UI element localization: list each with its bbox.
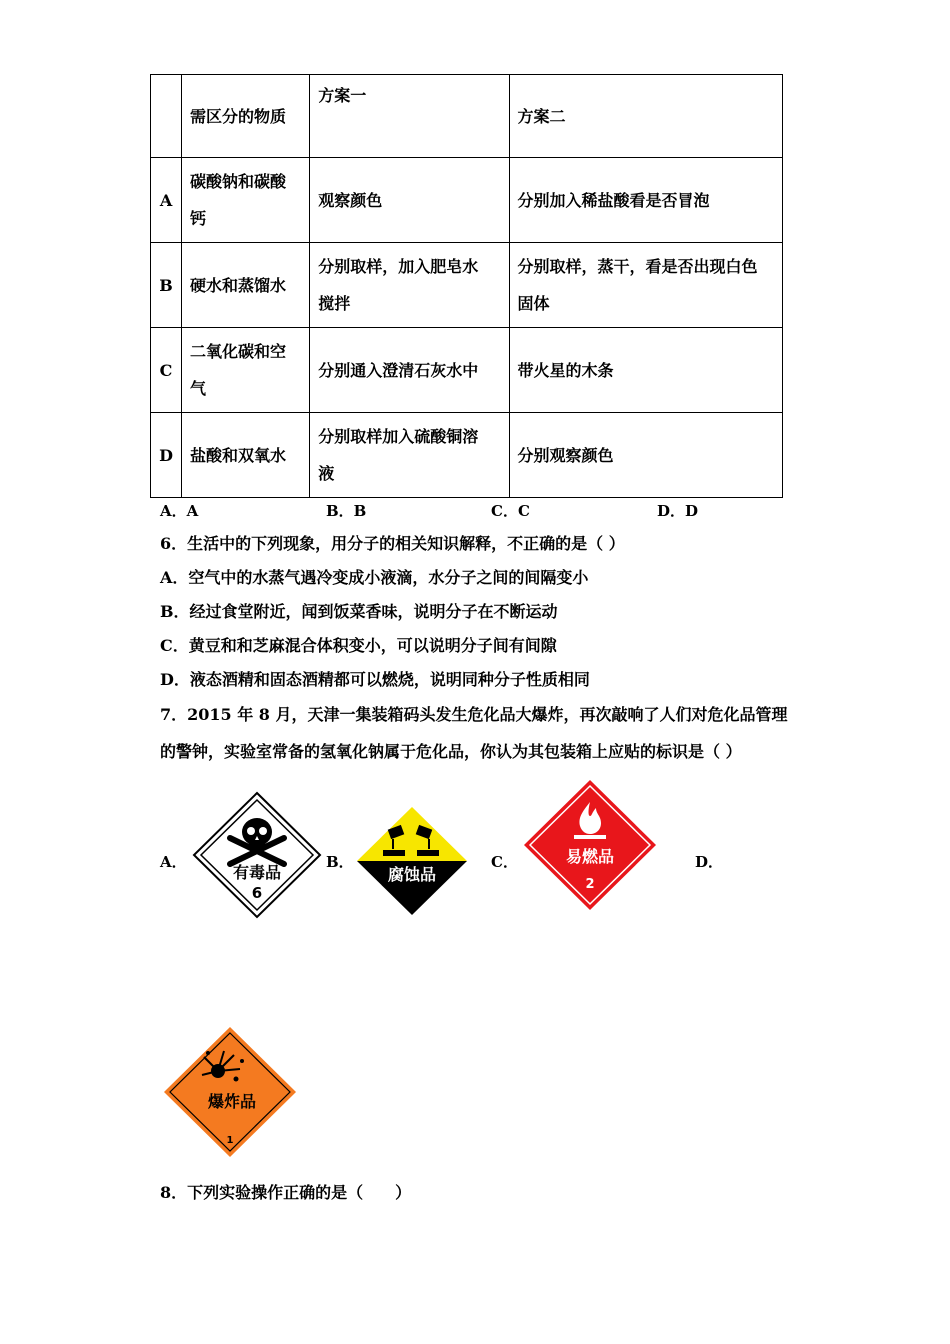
table-header-cell: 方案二 [509, 75, 782, 158]
table-cell: 盐酸和双氧水 [182, 413, 310, 498]
q6-option-d[interactable]: D．液态酒精和固态酒精都可以燃烧，说明同种分子性质相同 [160, 670, 590, 689]
table-row [151, 328, 783, 413]
row-letter: C [151, 328, 182, 413]
q7-stem-line-2: 的警钟，实验室常备的氢氧化钠属于危化品，你认为其包装箱上应贴的标识是（ ） [160, 742, 742, 761]
comparison-table [150, 74, 783, 498]
table-cell: 带火星的木条 [509, 328, 782, 413]
q6-stem: 6．生活中的下列现象，用分子的相关知识解释，不正确的是（ ） [160, 534, 625, 553]
table-cell: 分别取样，蒸干，看是否出现白色 固体 [509, 243, 782, 328]
q7-option-d[interactable]: D． [695, 853, 724, 871]
q5-option-c[interactable]: C．C [491, 502, 530, 520]
q5-option-b[interactable]: B．B [326, 502, 367, 520]
table-cell: 硬水和蒸馏水 [182, 243, 310, 328]
corrosive-label: 腐蚀品 [387, 865, 437, 884]
explosive-label: 爆炸品 [207, 1092, 257, 1111]
table-cell: 分别加入稀盐酸看是否冒泡 [509, 158, 782, 243]
flammable-number: 2 [585, 877, 595, 892]
table-row [151, 243, 783, 328]
row-letter: A [151, 158, 182, 243]
table-cell: 碳酸钠和碳酸 钙 [182, 158, 310, 243]
table-header-row [151, 75, 783, 158]
q6-option-a[interactable]: A．空气中的水蒸气遇冷变成小液滴，水分子之间的间隔变小 [160, 568, 589, 587]
toxic-label: 有毒品 [232, 863, 282, 882]
table-row [151, 158, 783, 243]
table-header-cell: 方案一 [310, 75, 509, 158]
q5-option-d[interactable]: D．D [657, 502, 699, 520]
table-header-cell [151, 75, 182, 158]
q6-option-b[interactable]: B．经过食堂附近，闻到饭菜香味，说明分子在不断运动 [160, 602, 558, 621]
q7-option-a[interactable]: A． [160, 853, 187, 871]
toxic-sign[interactable] [190, 790, 324, 920]
explosive-number: 1 [226, 1135, 234, 1146]
row-letter: D [151, 413, 182, 498]
table-cell: 分别取样，加入肥皂水 搅拌 [310, 243, 509, 328]
toxic-number: 6 [251, 884, 263, 902]
table-cell: 观察颜色 [310, 158, 509, 243]
table-row [151, 413, 783, 498]
flammable-label: 易燃品 [565, 847, 615, 866]
table-cell: 分别观察颜色 [509, 413, 782, 498]
explosive-sign[interactable] [162, 1025, 298, 1159]
table-cell: 二氧化碳和空 气 [182, 328, 310, 413]
q8-stem: 8．下列实验操作正确的是（ ） [160, 1183, 412, 1202]
q5-option-a[interactable]: A．A [160, 502, 199, 520]
q7-option-b[interactable]: B． [326, 853, 354, 871]
corrosive-sign[interactable] [355, 805, 469, 917]
q7-option-c[interactable]: C． [491, 853, 518, 871]
row-letter: B [151, 243, 182, 328]
table-header-cell: 需区分的物质 [182, 75, 310, 158]
table-cell: 分别通入澄清石灰水中 [310, 328, 509, 413]
table-cell: 分别取样加入硫酸铜溶 液 [310, 413, 509, 498]
q6-option-c[interactable]: C．黄豆和和芝麻混合体积变小，可以说明分子间有间隙 [160, 636, 557, 655]
flammable-sign[interactable] [522, 778, 658, 912]
q7-stem-line-1: 7．2015 年 8 月，天津一集装箱码头发生危化品大爆炸，再次敲响了人们对危化品管理 [160, 705, 788, 724]
